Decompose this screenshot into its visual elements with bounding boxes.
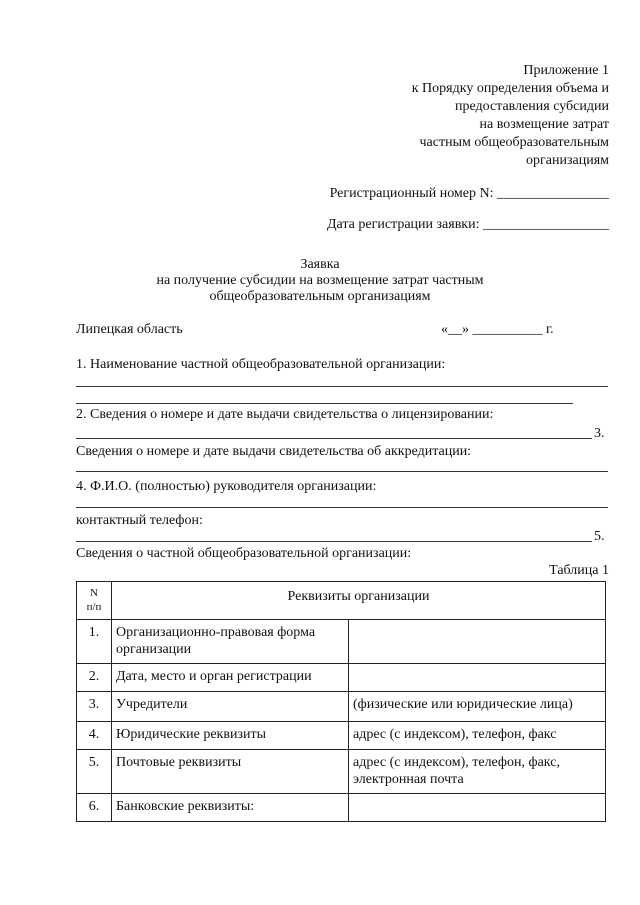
table-row — [77, 620, 606, 664]
registration-date: Дата регистрации заявки: __________________ — [326, 217, 609, 232]
fill-line — [76, 541, 592, 542]
appendix-block — [412, 62, 609, 170]
fill-line — [76, 438, 592, 439]
field-number-3: 3. — [594, 426, 605, 441]
title-line-1: Заявка — [300, 257, 340, 272]
row-value — [349, 664, 606, 692]
row-number: 6. — [77, 794, 112, 822]
field-director: 4. Ф.И.О. (полностью) руководителя организации: — [76, 479, 377, 494]
region-name: Липецкая область — [76, 322, 183, 337]
fill-line — [76, 386, 608, 387]
header-number-cell — [77, 582, 112, 620]
row-name: Дата, место и орган регистрации — [112, 664, 349, 692]
field-phone: контактный телефон: — [76, 513, 203, 528]
appendix-line: организациям — [526, 153, 609, 168]
appendix-line: на возмещение затрат — [479, 117, 609, 132]
row-value — [349, 794, 606, 822]
field-organization-info: Сведения о частной общеобразовательной организации: — [76, 546, 412, 561]
appendix-line: частным общеобразовательным — [419, 135, 609, 150]
header-number-label: п/п — [86, 601, 102, 613]
field-license: 2. Сведения о номере и дате выдачи свидетельства о лицензировании: — [76, 407, 494, 422]
table-row — [77, 750, 606, 794]
table-caption: Таблица 1 — [549, 563, 609, 578]
appendix-line: Приложение 1 — [523, 63, 609, 78]
registration-number: Регистрационный номер N: ________________ — [329, 186, 609, 201]
row-number: 4. — [77, 722, 112, 750]
row-value — [349, 620, 606, 664]
table-header-row — [77, 582, 606, 620]
field-accreditation: Сведения о номере и дате выдачи свидетельства об аккредитации: — [76, 444, 472, 459]
row-name: Организационно-правовая форма организации — [112, 620, 349, 664]
title-line-3: общеобразовательным организациям — [209, 289, 431, 304]
title-line-2: на получение субсидии на возмещение затрат частным — [156, 273, 484, 288]
row-value: адрес (с индексом), телефон, факс, электронная почта — [349, 750, 606, 794]
row-value: (физические или юридические лица) — [349, 692, 606, 722]
header-number-label: N — [90, 587, 98, 599]
table-row — [77, 722, 606, 750]
field-organization-name: 1. Наименование частной общеобразовательной организации: — [76, 357, 446, 372]
row-name: Юридические реквизиты — [112, 722, 349, 750]
row-name: Банковские реквизиты: — [112, 794, 349, 822]
row-number: 3. — [77, 692, 112, 722]
fill-line — [76, 471, 608, 472]
row-value: адрес (с индексом), телефон, факс — [349, 722, 606, 750]
row-number: 1. — [77, 620, 112, 664]
appendix-line: к Порядку определения объема и — [411, 81, 609, 96]
requisites-table — [76, 581, 606, 822]
row-number: 5. — [77, 750, 112, 794]
fill-line — [76, 403, 573, 404]
row-number: 2. — [77, 664, 112, 692]
table-row — [77, 692, 606, 722]
table-row — [77, 664, 606, 692]
field-number-5: 5. — [594, 529, 605, 544]
application-date: «__» __________ г. — [441, 322, 554, 337]
table-row — [77, 794, 606, 822]
appendix-line: предоставления субсидии — [454, 99, 609, 114]
row-name: Учредители — [112, 692, 349, 722]
row-name: Почтовые реквизиты — [112, 750, 349, 794]
fill-line — [76, 507, 608, 508]
header-title: Реквизиты организации — [112, 582, 606, 620]
